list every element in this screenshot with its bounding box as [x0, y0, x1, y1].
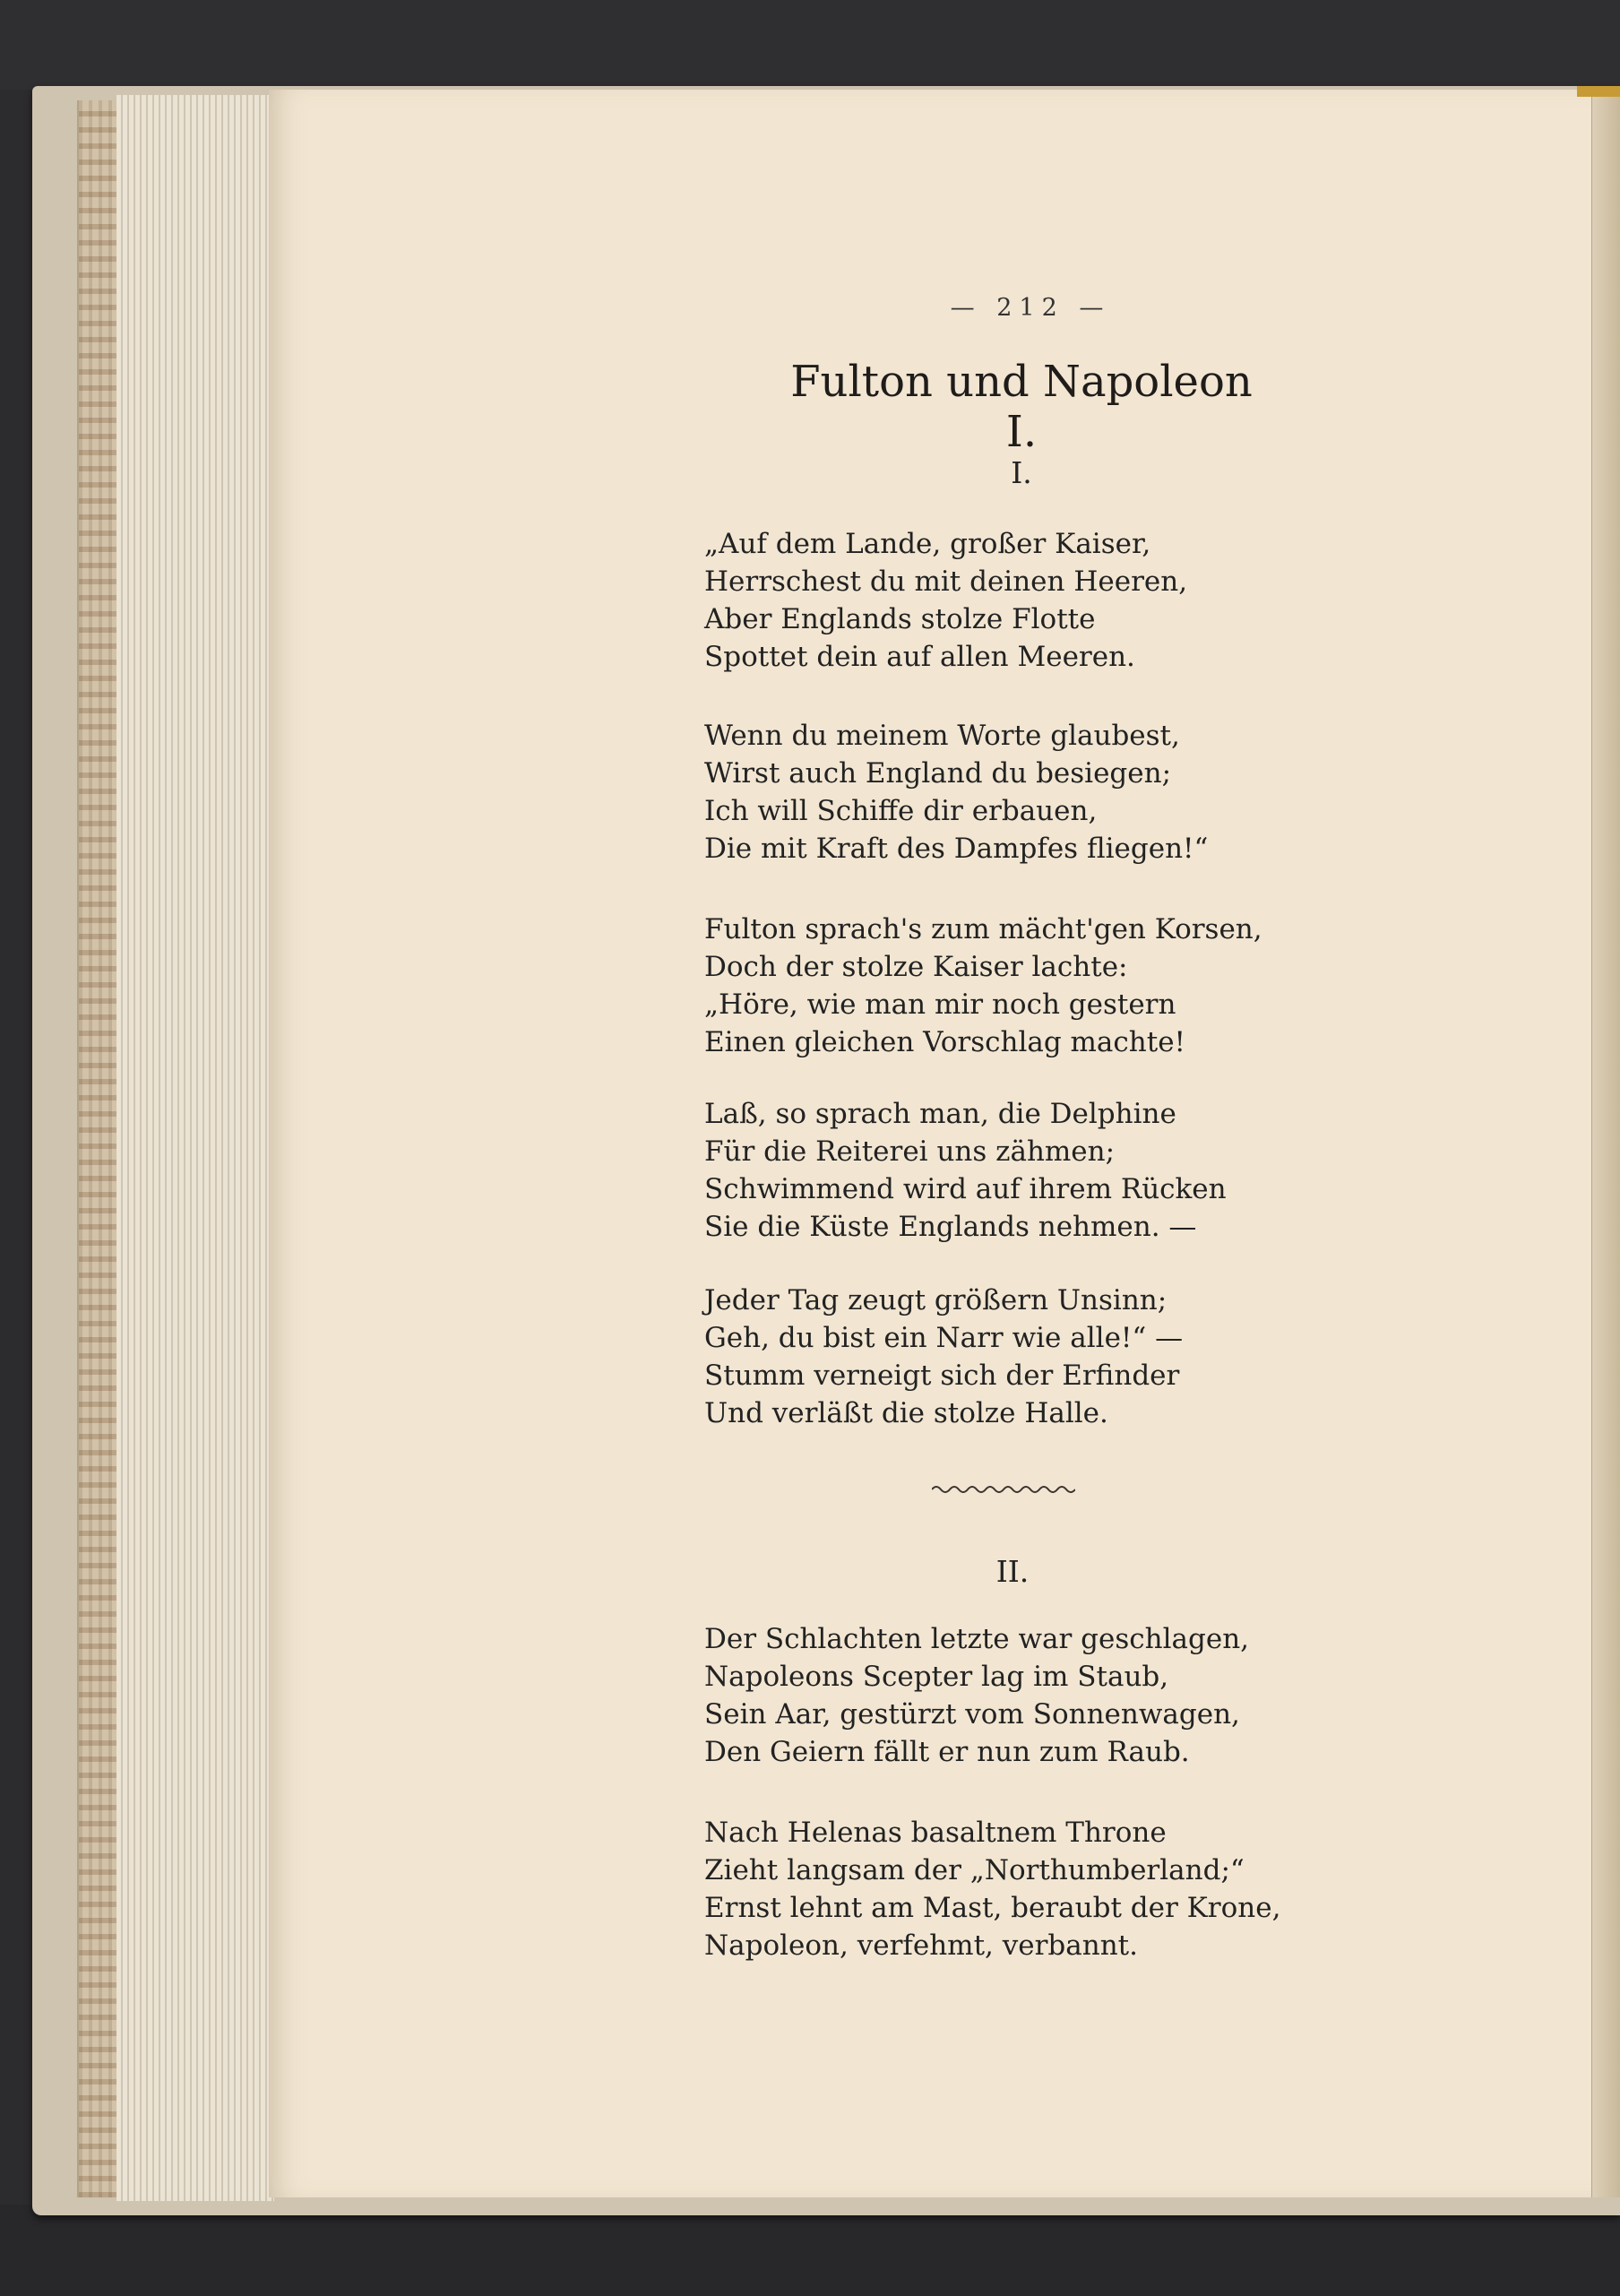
- section-numeral-2: II.: [995, 1554, 1030, 1589]
- verse-line: Spottet dein auf allen Meeren.: [704, 641, 1135, 673]
- page-edges-right: [1591, 93, 1620, 2197]
- verse-line: Die mit Kraft des Dampfes fliegen!“: [704, 833, 1209, 865]
- verse-line: Ernst lehnt am Mast, beraubt der Krone,: [704, 1892, 1281, 1924]
- stanza-1-5: [704, 1282, 1349, 1432]
- verse-line: Napoleons Scepter lag im Staub,: [704, 1661, 1169, 1693]
- page-number: — 212 —: [950, 294, 1111, 322]
- verse-line: Doch der stolze Kaiser lachte:: [704, 951, 1128, 983]
- verse-line: Aber Englands stolze Flotte: [704, 603, 1096, 635]
- verse-line: Sie die Küste Englands nehmen. —: [704, 1211, 1197, 1243]
- verse-line: Stumm verneigt sich der Erfinder: [704, 1359, 1180, 1392]
- verse-line: Wirst auch England du besiegen;: [704, 757, 1172, 790]
- verse-line: Den Geiern fällt er nun zum Raub.: [704, 1736, 1190, 1768]
- verse-line: Geh, du bist ein Narr wie alle!“ —: [704, 1322, 1184, 1354]
- poem-title: Fulton und Napoleon I.: [790, 357, 1253, 457]
- scan-background: [0, 0, 1620, 90]
- stanza-1-4: [704, 1095, 1349, 1246]
- verse-line: Herrschest du mit deinen Heeren,: [704, 565, 1188, 598]
- verse-line: Laß, so sprach man, die Delphine: [704, 1098, 1176, 1130]
- verse-line: Einen gleichen Vorschlag machte!: [704, 1026, 1186, 1058]
- verse-line: Und verläßt die stolze Halle.: [704, 1397, 1108, 1429]
- stanza-2-1: [704, 1620, 1349, 1771]
- stanza-1-2: [704, 717, 1349, 867]
- verse-line: Wenn du meinem Worte glaubest,: [704, 720, 1180, 752]
- verse-line: Für die Reiterei uns zähmen;: [704, 1135, 1116, 1168]
- verse-line: Nach Helenas basaltnem Throne: [704, 1817, 1167, 1849]
- verse-line: Ich will Schiffe dir erbauen,: [704, 795, 1098, 827]
- stanza-1-3: [704, 911, 1349, 1061]
- verse-line: Schwimmend wird auf ihrem Rücken: [704, 1173, 1227, 1205]
- verse-line: Jeder Tag zeugt größern Unsinn;: [704, 1284, 1168, 1316]
- wavy-divider-icon: [932, 1482, 1075, 1497]
- marbled-endpaper: [77, 100, 118, 2197]
- page-edges-left: [116, 95, 274, 2201]
- verse-line: „Auf dem Lande, großer Kaiser,: [704, 528, 1151, 560]
- verse-line: Der Schlachten letzte war geschlagen,: [704, 1623, 1250, 1655]
- verse-line: Napoleon, verfehmt, verbannt.: [704, 1929, 1138, 1962]
- stanza-2-2: [704, 1814, 1349, 1964]
- verse-line: Fulton sprach's zum mächt'gen Korsen,: [704, 913, 1262, 945]
- verse-line: Sein Aar, gestürzt vom Sonnenwagen,: [704, 1698, 1240, 1731]
- section-numeral-1: I.: [1011, 455, 1032, 490]
- stanza-1-1: [704, 525, 1349, 676]
- scan-background-bottom: [0, 2205, 1620, 2296]
- gilt-edge: [1577, 86, 1620, 97]
- verse-line: Zieht langsam der „Northumberland;“: [704, 1854, 1245, 1886]
- verse-line: „Höre, wie man mir noch gestern: [704, 988, 1176, 1021]
